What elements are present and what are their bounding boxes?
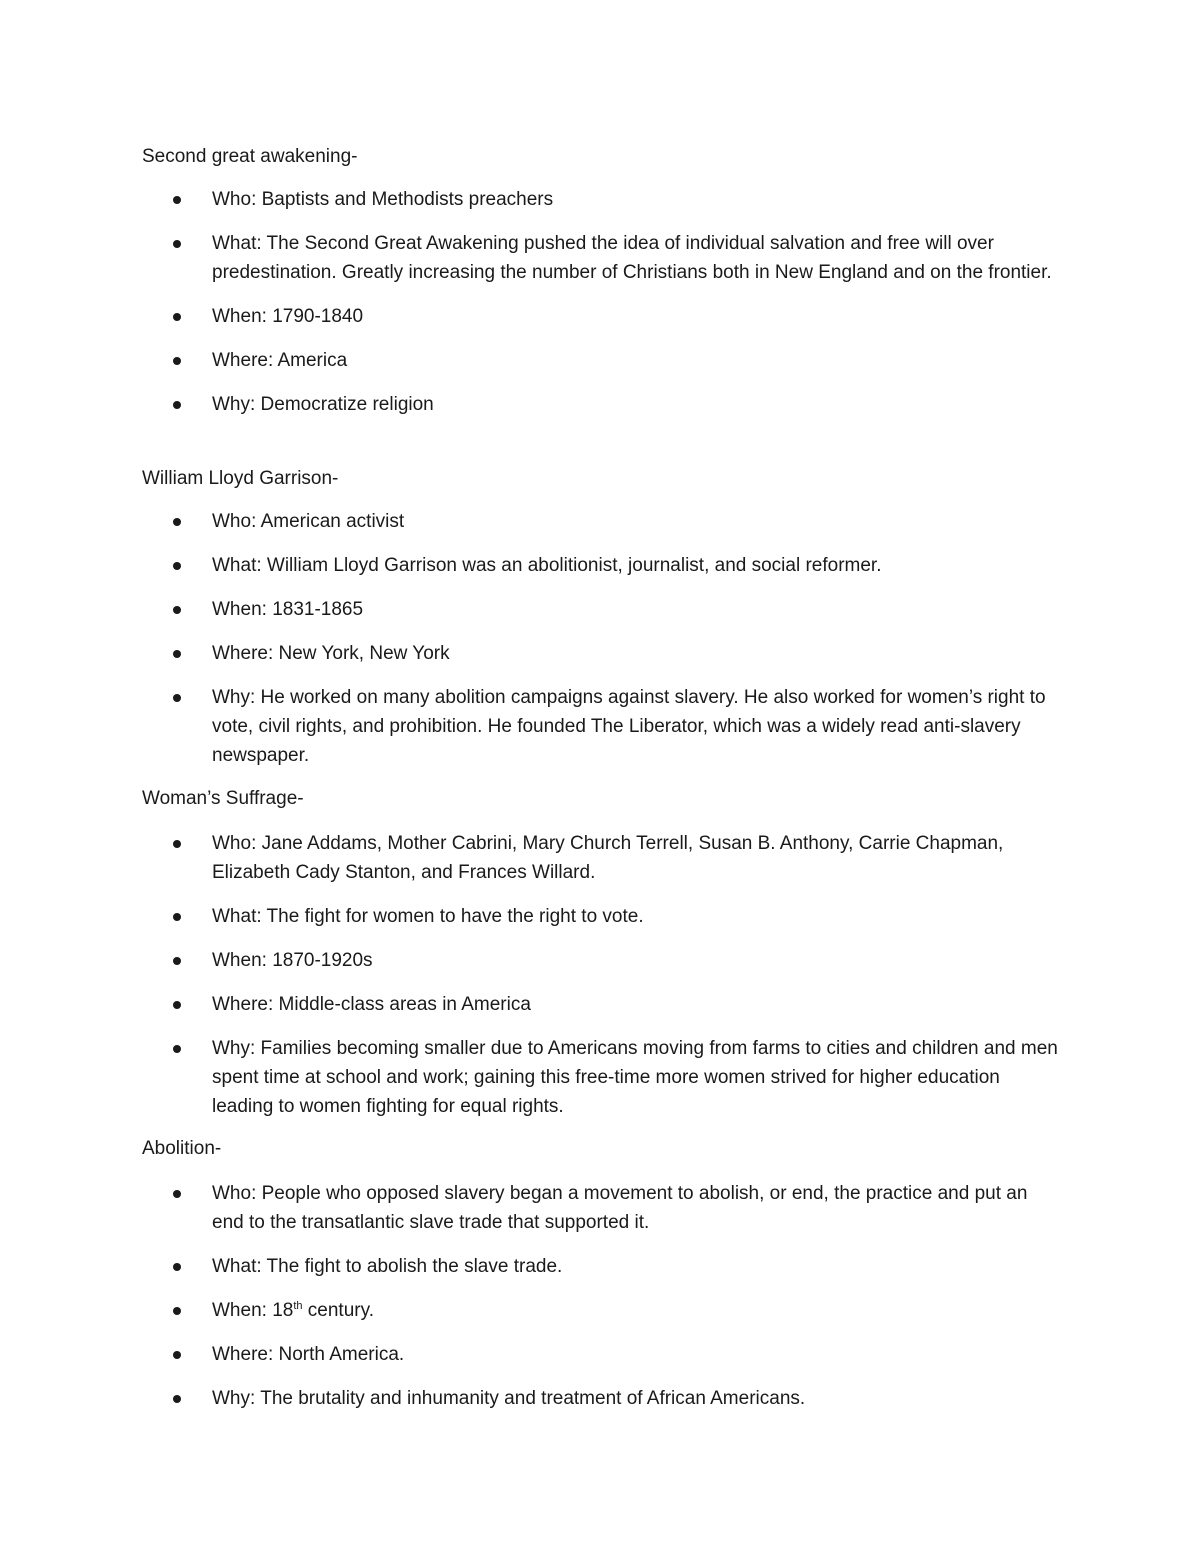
bullet-icon	[173, 1190, 181, 1198]
bullet-icon	[173, 650, 181, 658]
bullet-icon	[173, 313, 181, 321]
list-item: Who: Baptists and Methodists preachers	[0, 185, 1200, 214]
section-heading-womans-suffrage: Woman’s Suffrage-	[142, 788, 304, 809]
section-heading-second-great-awakening: Second great awakening-	[142, 146, 358, 167]
list-item: When: 1870-1920s	[0, 946, 1200, 975]
bullet-icon	[173, 240, 181, 248]
list-item: Where: Middle-class areas in America	[0, 990, 1200, 1019]
bullet-icon	[173, 606, 181, 614]
list-item: Why: Families becoming smaller due to Americans moving from farms to cities and children and men spent time at school and work; gaining this free-time more women strived for higher education leading to women fighting for equal rights.	[0, 1034, 1200, 1121]
section-heading-william-lloyd-garrison: William Lloyd Garrison-	[142, 468, 339, 489]
bullet-icon	[173, 518, 181, 526]
bullet-icon	[173, 1045, 181, 1053]
list-item: What: The fight for women to have the right to vote.	[0, 902, 1200, 931]
list-item: What: The Second Great Awakening pushed the idea of individual salvation and free will over predestination. Greatly increasing the number of Christians both in New England and on the frontier.	[0, 229, 1200, 287]
list-item: Why: Democratize religion	[0, 390, 1200, 419]
section-heading-abolition: Abolition-	[142, 1138, 222, 1159]
list-item: When: 1831-1865	[0, 595, 1200, 624]
bullet-icon	[173, 357, 181, 365]
list-item: Who: People who opposed slavery began a movement to abolish, or end, the practice and put an end to the transatlantic slave trade that supported it.	[0, 1179, 1200, 1237]
bullet-icon	[173, 1263, 181, 1271]
bullet-icon	[173, 196, 181, 204]
bullet-icon	[173, 1307, 181, 1315]
bullet-list-abolition	[0, 1179, 1200, 1428]
bullet-icon	[173, 1351, 181, 1359]
list-item: When: 18th century.	[0, 1296, 1200, 1325]
list-item: Who: American activist	[0, 507, 1200, 536]
list-item: Why: He worked on many abolition campaigns against slavery. He also worked for women’s right to vote, civil rights, and prohibition. He founded The Liberator, which was a widely read anti-slavery newspaper.	[0, 683, 1200, 770]
list-item: What: The fight to abolish the slave trade.	[0, 1252, 1200, 1281]
list-item: Where: North America.	[0, 1340, 1200, 1369]
bullet-icon	[173, 840, 181, 848]
list-item: Where: America	[0, 346, 1200, 375]
list-item: Where: New York, New York	[0, 639, 1200, 668]
bullet-list-second-great-awakening	[0, 185, 1200, 434]
bullet-icon	[173, 1395, 181, 1403]
bullet-icon	[173, 913, 181, 921]
list-item: Who: Jane Addams, Mother Cabrini, Mary Church Terrell, Susan B. Anthony, Carrie Chapman, Elizabeth Cady Stanton, and Frances Willard.	[0, 829, 1200, 887]
bullet-list-womans-suffrage	[0, 829, 1200, 1136]
list-item: When: 1790-1840	[0, 302, 1200, 331]
bullet-icon	[173, 401, 181, 409]
bullet-list-william-lloyd-garrison	[0, 507, 1200, 785]
bullet-icon	[173, 957, 181, 965]
bullet-icon	[173, 694, 181, 702]
list-item: What: William Lloyd Garrison was an abolitionist, journalist, and social reformer.	[0, 551, 1200, 580]
list-item: Why: The brutality and inhumanity and treatment of African Americans.	[0, 1384, 1200, 1413]
bullet-icon	[173, 562, 181, 570]
bullet-icon	[173, 1001, 181, 1009]
